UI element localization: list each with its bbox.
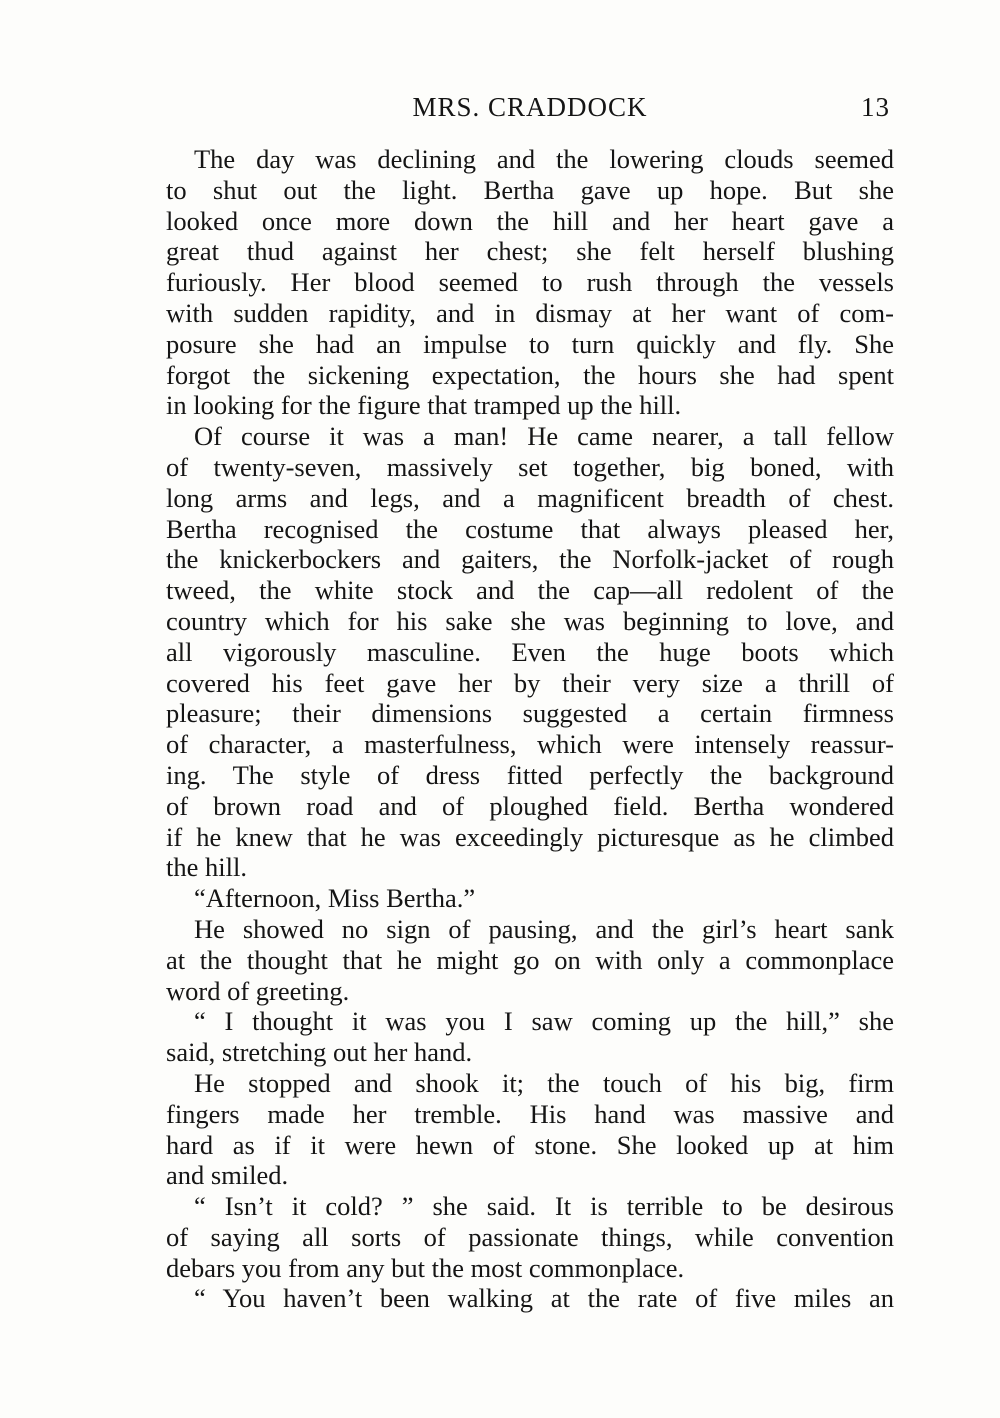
text-line: covered his feet gave her by their very size a thrill of — [166, 667, 894, 698]
text-line: said, stretching out her hand. — [166, 1037, 473, 1068]
text-line: tweed, the white stock and the cap—all redolent of the — [166, 575, 894, 606]
page-number: 13 — [861, 92, 890, 122]
text-line: and smiled. — [166, 1160, 289, 1191]
text-line: fingers made her tremble. His hand was massive and — [166, 1098, 894, 1129]
text-line: “ I thought it was you I saw coming up the hill,” she — [194, 1006, 894, 1037]
text-line: “ You haven’t been walking at the rate of five miles an — [194, 1283, 894, 1314]
text-line: in looking for the figure that tramped up the hill. — [166, 390, 682, 421]
text-line: posure she had an impulse to turn quickly and fly. She — [166, 328, 894, 359]
paragraph — [166, 421, 894, 883]
text-line: if he knew that he was exceedingly picturesque as he climbed — [166, 821, 894, 852]
text-line: He showed no sign of pausing, and the girl’s heart sank — [194, 913, 894, 944]
text-line: debars you from any but the most commonplace. — [166, 1252, 685, 1283]
text-line: ing. The style of dress fitted perfectly the background — [166, 759, 894, 790]
text-line: long arms and legs, and a magnificent breadth of chest. — [166, 482, 894, 513]
text-line: the hill. — [166, 852, 247, 883]
text-line: of twenty-seven, massively set together, big boned, with — [166, 451, 894, 482]
text-line: pleasure; their dimensions suggested a certain firmness — [166, 698, 894, 729]
text-line: with sudden rapidity, and in dismay at her want of com- — [166, 297, 894, 328]
text-line: of character, a masterfulness, which were intensely reassur- — [166, 729, 894, 760]
text-line: “ Isn’t it cold? ” she said. It is terrible to be desirous — [194, 1191, 894, 1222]
text-line: of saying all sorts of passionate things, while convention — [166, 1221, 894, 1252]
text-line: country which for his sake she was beginning to love, and — [166, 605, 894, 636]
text-line: “Afternoon, Miss Bertha.” — [194, 883, 476, 914]
paragraph — [166, 144, 894, 421]
text-line: hard as if it were hewn of stone. She looked up at him — [166, 1129, 894, 1160]
text-line: great thud against her chest; she felt herself blushing — [166, 236, 894, 267]
text-line: the knickerbockers and gaiters, the Norfolk-jacket of rough — [166, 544, 894, 575]
text-line: looked once more down the hill and her heart gave a — [166, 205, 894, 236]
text-line: all vigorously masculine. Even the huge boots which — [166, 636, 894, 667]
paragraph — [166, 1191, 894, 1283]
text-line: Of course it was a man! He came nearer, a tall fellow — [194, 421, 894, 452]
text-line: forgot the sickening expectation, the hours she had spent — [166, 359, 894, 390]
text-line: He stopped and shook it; the touch of his big, firm — [194, 1067, 894, 1098]
text-line: at the thought that he might go on with only a commonplace — [166, 944, 894, 975]
text-line: word of greeting. — [166, 975, 350, 1006]
text-line: furiously. Her blood seemed to rush through the vessels — [166, 267, 894, 298]
text-line: of brown road and of ploughed field. Bertha wondered — [166, 790, 894, 821]
text-line: The day was declining and the lowering clouds seemed — [194, 144, 894, 174]
text-line: to shut out the light. Bertha gave up hope. But she — [166, 174, 894, 205]
text-line: Bertha recognised the costume that always pleased her, — [166, 513, 894, 544]
paragraph — [166, 1006, 894, 1068]
paragraph — [166, 914, 894, 1006]
running-title: MRS. CRADDOCK — [412, 92, 648, 122]
body-text — [166, 144, 894, 1314]
running-head — [166, 92, 894, 126]
paragraph — [166, 1068, 894, 1191]
paragraph — [166, 883, 894, 914]
paragraph — [166, 1283, 894, 1314]
